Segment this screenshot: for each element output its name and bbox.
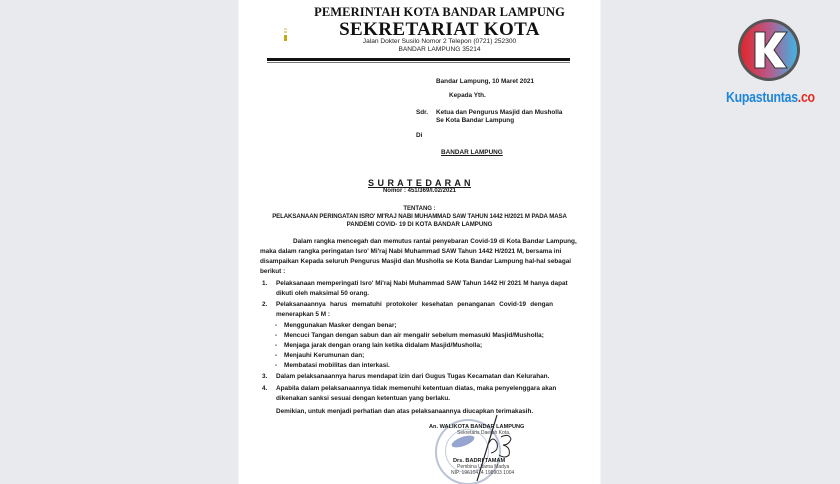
letterhead-rule-thin <box>267 62 570 63</box>
bullet-item: Menjaga jarak dengan orang lain ketika didalam Masjid/Musholla; <box>284 342 483 349</box>
signature-position: Sekretaris Daerah Kota, <box>457 430 511 436</box>
di-label: Di <box>416 132 423 139</box>
brand-name-main: Kupastuntas <box>726 89 798 106</box>
brand-name-suffix: .co <box>797 89 815 106</box>
letter-page <box>238 0 601 484</box>
bullet-mark: - <box>275 322 278 329</box>
item-text: Dalam pelaksanaannya harus mendapat izin dari Gugus Tugas Kecamatan dan Kelurahan. <box>276 373 550 380</box>
document-number: Nomor : 451/369/I.02/2021 <box>382 188 457 194</box>
subject-line2: PANDEMI COVID- 19 DI KOTA BANDAR LAMPUNG <box>346 221 493 228</box>
intro-line: disampaikan Kepada seluruh Pengurus Masjid dan Musholla se Kota Bandar Lampung hal-hal sebagai <box>260 258 572 265</box>
item-number: 4. <box>262 385 268 392</box>
sdr-label: Sdr. <box>416 109 429 116</box>
item-text: menerapkan 5 M : <box>276 311 330 318</box>
brand-name <box>726 89 815 106</box>
letterhead-city: BANDAR LAMPUNG 35214 <box>398 46 481 53</box>
document-title: S U R A T E D A R A N <box>367 178 471 188</box>
signature-name: Drs. BADRI TAMAM <box>453 458 506 464</box>
subject-line1: PELAKSANAAN PERINGATAN ISRO' MI'RAJ NABI MUHAMMAD SAW TAHUN 1442 H/2021 M PADA MASA <box>272 213 567 220</box>
item-number: 1. <box>262 280 268 287</box>
bullet-item: Menggunakan Masker dengan benar; <box>284 322 397 329</box>
item-text: dikenakan sanksi sesuai dengan ketentuan yang berlaku. <box>276 395 451 402</box>
letterhead-rule <box>267 58 570 61</box>
item-text: dikuti oleh maksimal 50 orang. <box>276 290 370 297</box>
item-number: 2. <box>262 301 268 308</box>
item-number: 3. <box>262 373 268 380</box>
bullet-item: Membatasi mobilitas dan interkasi. <box>284 362 390 369</box>
item-text: Apabila dalam pelaksanaannya tidak memenuhi ketentuan diatas, maka penyelenggara akan <box>276 385 557 392</box>
signature-on-behalf: An. WALIKOTA BANDAR LAMPUNG <box>429 424 525 430</box>
letterhead-office: SEKRETARIAT KOTA <box>339 19 540 40</box>
bullet-mark: - <box>275 352 278 359</box>
recipient-line2: Se Kota Bandar Lampung <box>436 117 515 124</box>
bullet-item: Menjauhi Kerumunan dan; <box>284 352 365 359</box>
signature-rank: Pembina Utama Madya <box>457 464 510 470</box>
item-text: Pelaksanaan memperingati Isro' Mi'raj Nabi Muhammad SAW Tahun 1442 H/ 2021 M hanya dapat <box>276 280 568 287</box>
recipient-line1: Ketua dan Pengurus Masjid dan Musholla <box>436 109 563 116</box>
closing-text: Demikian, untuk menjadi perhatian dan atas pelaksanaannya diucapkan terimakasih. <box>276 408 534 415</box>
letter-date: Bandar Lampung, 10 Maret 2021 <box>436 78 535 85</box>
bullet-mark: - <box>275 342 278 349</box>
intro-line: berikut : <box>260 268 286 275</box>
signature-block <box>427 413 577 484</box>
bullet-item: Mencuci Tangan dengan sabun dan air mengalir sebelum memasuki Masjid/Musholla; <box>284 332 544 339</box>
signature-nip: NIP. 19610414 198903 1004 <box>451 470 515 476</box>
kupastuntas-logo-icon <box>737 18 801 82</box>
bullet-mark: - <box>275 332 278 339</box>
letterhead-address: Jalan Dokter Susilo Nomor 2 Telepon (0721) 252300 <box>362 38 517 45</box>
bullet-mark: - <box>275 362 278 369</box>
item-text: Pelaksanaannya harus mematuhi protokoler kesehatan penanganan Covid-19 dengan <box>276 301 553 308</box>
subject-label: TENTANG : <box>403 206 436 212</box>
intro-line: maka dalam rangka peringatan Isro' Mi'raj Nabi Muhammad SAW Tahun 1442 H/2021 M, bersama ini <box>260 248 562 255</box>
place: BANDAR LAMPUNG <box>441 149 503 156</box>
intro-line: Dalam rangka mencegah dan memutus rantai penyebaran Covid-19 di Kota Bandar Lampung, <box>293 238 577 245</box>
letterhead-government: PEMERINTAH KOTA BANDAR LAMPUNG <box>314 5 565 19</box>
to-label: Kepada Yth. <box>449 92 486 99</box>
